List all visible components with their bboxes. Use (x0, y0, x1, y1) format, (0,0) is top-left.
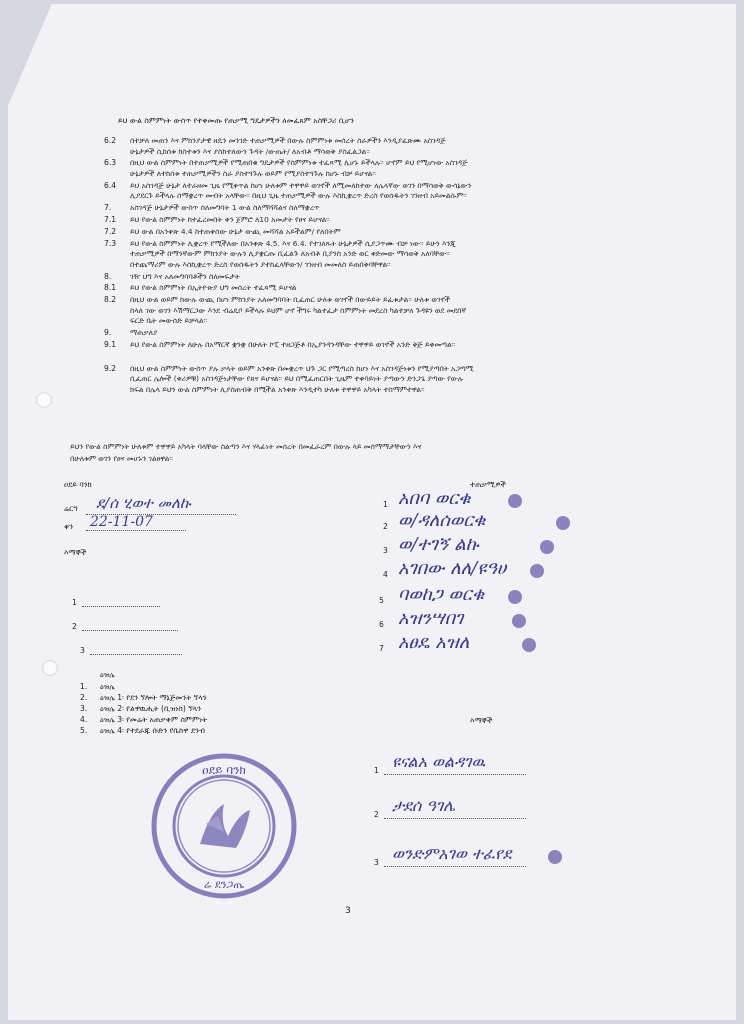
witness-signature: ታደሰ ዓገሌ (392, 796, 456, 815)
clause-text-line: ይህ ውል በአንቀጽ 4.4 ከተጠቀሰው ሁኔታ ውጪ መሻሻል አይችልም/ የለበትም (130, 226, 341, 236)
clause-number: 8.2 (104, 295, 117, 305)
date-line (86, 530, 186, 531)
clause-number: 8.1 (104, 283, 117, 293)
clause-text-line: ተጠቃሚዎች በማንኛውም ምክንያት ውሉን ሊያቋርጡ ቢፈልጉ ለአብቶ ቢያንስ አንድ ወር ቀድመው ማሳወቅ አለባቸው፡፡ (130, 249, 450, 259)
clause-number: 9. (104, 328, 112, 338)
clause-number: 7.1 (104, 215, 117, 224)
fingerprint-mark (522, 638, 536, 652)
witness-signature: ወንድምአገወ ተፈየደ (392, 844, 512, 863)
beneficiary-signature: አዝንሣበገ (398, 608, 464, 629)
attachments-heading: ዕዝሌ (100, 670, 115, 679)
clause-text-line: ማጠቃለያ (130, 328, 158, 338)
signature-number: 2 (383, 522, 388, 531)
signature-number: 1 (383, 500, 388, 509)
clause-text-line: ሊያደርጉ ይችላሉ ሰማቋረጥ መብት አላቸው፡፡ በዚህ ጊዜ ተጠቃሚዎች ውሉ እስኪቋረጥ ድረስ የወሰዱትን ገንዘብ አይመልሱም፡፡ (130, 191, 467, 201)
attachment-item: ዕዝሌ 1፡ የደን ኘሎት ማኔጅመንት ኘላን (100, 693, 207, 702)
clause-text-line: ይህ አስገዳጅ ሁኔታ ለተራዘመ ጊዜ የሚቀጥል ከሆነ ሁለቱም ተዋዋይ ወገኖች ለሚመለከተው ለሌላኛው ወገን በማሳወቅ ውሳኔውን (130, 180, 472, 190)
witness-number: 1 (374, 766, 379, 775)
signature-number: 7 (379, 644, 384, 653)
clause-text-line: በተጨማሪም ውሉ እስኪቋረጥ ድረስ የወሰዱትን ያተከፈላቸውን/ ገንዘብ መመለስ ይጠበቅባቸዋል፡፡ (130, 259, 391, 269)
clause-text-line: በዚህ ውል ስምምነት በተጠቃሚዎች የሚጠበቁ ግዴታዎች የስምምነቱ ተፈጻሚ ሊሆኑ ይችላሉ፡፡ ሆኖም ይህ የሚሆነው አስገዳጅ (130, 158, 468, 168)
clause-text-line: ሁኔታዎች ለተከሰቱ ተጠቃሚዎችን ስራ ያስተጓጉሉ ወይም የሚያስተጓጉሉ ከሆኑ ብቻ ይሆናል፡፡ (130, 169, 376, 178)
date-label: ቀን (64, 522, 74, 531)
clause-text-line: ገዥ ህግ እና አለመግባባቶችን ስለመፍታት (130, 271, 240, 281)
signature-number: 5 (379, 596, 384, 605)
page-number: 3 (345, 906, 351, 916)
bank-stamp (150, 752, 298, 900)
clause-text-line: ይህ የውል ስምምነት ሊቋረጥ የሚችለው በአንቀጽ 4.5. እና 6.4. የተገለጹት ሁኔታዎች ሲያጋጥሙ ብቻ ነው፡፡ ይሁን እንጂ (130, 238, 456, 248)
clause-text-line: ቢፈጠር ሌሎች (ቀሪዎቹ) አስገዳጅነታቸው የጸና ይሆናል፡፡ ይህ በሚፈጠርበት ጊዜም ተቀባይነት ያጣውን ድንጋጌ ያጣው የውሉ (130, 374, 464, 384)
beneficiary-signature: አፀዴ አዝለ (398, 632, 470, 653)
name-label: ሬርግ (64, 504, 78, 513)
witness-number: 2 (374, 810, 379, 819)
fingerprint-mark (556, 516, 570, 530)
document-page (8, 4, 736, 1020)
attachment-number: 5. (80, 726, 88, 735)
stamp-bottom-text: ሬ ደንጋጤ (203, 878, 245, 891)
fingerprint-mark (540, 540, 554, 554)
attachment-number: 2. (80, 693, 88, 702)
clause-text-line: አስገዳጅ ሁኔታዎች ውስጥ ስለመግባት 1 ውል ስለማሻሻልና ስለማቋረጥ (130, 203, 320, 213)
beneficiary-signature: ወ/ተገኝ ልኩ (398, 534, 479, 555)
clause-number: 7.3 (104, 238, 117, 248)
attachment-item: ዕዝሌ 2፡ የልዋዉሒት (ቢዝነስ) ኘላን (100, 704, 202, 713)
clause-number: 9.2 (104, 363, 117, 373)
beneficiary-signature: ወ/ዳለሰወርቁ (398, 510, 486, 531)
attachment-item: ዕዝሌ 3፡ የመሬት አጠቃቀም ስምምነት (100, 715, 208, 724)
clause-text-line: ክፍል በሌላ ይህን ውል ስምምነት ሊያስጠብቅ በሚችል አንቀጽ እንዲተካ ሁለቱ ተዋዋይ አካላት ተስማምተዋል፡፡ (130, 385, 425, 394)
clause-number: 8. (104, 271, 112, 281)
agreement-line: ይህን የውል ስምምነት ሁለቱም ተዋዋይ አካላት ባላቸው ስልጣን እና ሃላፊነት መሰረት በመፈራረም በውሉ ላይ መስማማታቸውን እና (70, 442, 422, 451)
stamp-top-text: ዐደይ ባንክ (202, 763, 246, 777)
attachment-number: 4. (80, 715, 88, 724)
witness-line (90, 654, 182, 655)
attachment-number: 1. (80, 682, 88, 691)
officer-signature: ደ/ሰ ሂወተ መለኩ (96, 494, 191, 512)
date-value: 22-11-07 (90, 514, 153, 530)
clause-text-line: ሁኔታዎች ሲከሰቱ ክስተቱን እና ያስከተለውን ጉዳት /ውጤት/ ለአብቶ ማሳወቅ ያስፈልጋል፡፡ (130, 146, 370, 156)
signature-number: 4 (383, 570, 388, 579)
beneficiary-signature: ባወከጋ ወርቁ (398, 584, 485, 605)
clause-number: 9.1 (104, 340, 117, 349)
clause-text-line: በዚህ ውል ወይም ከውሉ ውጪ በሆነ ምክንያት አለመግባባት ቢፈጠር ሁለቱ ወገኖች በውይይት ይፈቱታል፡፡ ሁለቱ ወገኖች (130, 295, 451, 305)
witness-line (384, 774, 526, 775)
clause-number: 7.2 (104, 226, 117, 236)
fingerprint-mark (508, 590, 522, 604)
header-line: ይህ ውል ስምምነት ውስጥ የተቀመጡ የጠቃሚ ግዴታዎችን ለመፈጸም አስቸጋሪ ቢሆን (118, 116, 355, 125)
clause-text-line: ይህ የውል ስምምነት ከተፈረመበት ቀን ጀምሮ ለ10 አመታት የፀና ይሆናል፡፡ (130, 215, 330, 224)
witness-line (82, 630, 178, 631)
signature-number: 6 (379, 620, 384, 629)
fingerprint-mark (508, 494, 522, 508)
punch-hole (42, 660, 58, 676)
witness-num: 3 (80, 646, 85, 655)
witness-signature: ዩናልአ ወልዳገዉ (392, 752, 486, 771)
witnesses-label: እማኞች (64, 548, 87, 557)
punch-hole (36, 392, 52, 408)
attachment-number: 3. (80, 704, 88, 713)
stamp-emblem-icon (200, 804, 250, 848)
witness-num: 2 (72, 622, 77, 631)
clause-number: 6.4 (104, 180, 117, 190)
beneficiary-signature: አገበው ለለ/ዩዓሀ (398, 558, 507, 579)
witness-line (384, 818, 526, 819)
witness-line (384, 866, 526, 867)
fingerprint-mark (530, 564, 544, 578)
agreement-line: በሁለቱም ወገን የፀና መሆኑን ገልፀዋል፡፡ (70, 454, 173, 463)
clause-number: 7. (104, 203, 112, 213)
signature-number: 3 (383, 546, 388, 555)
clause-text-line: ፍርድ ቤት መውሰድ ይቻላል፡፡ (130, 316, 208, 326)
beneficiaries-label: ተጠቃሚዎች (470, 480, 506, 489)
witness-line (82, 606, 160, 607)
clause-text-line: ይህ የውል ስምምነት ለሁሉ በአማርኛ ቋንቋ በሁለት ኮፒ ተዘጋጅቶ በኢያንዳንዳቸው ተዋዋይ ወገኖች አንድ ቅጅ ይቀመጣል፡፡ (130, 340, 456, 349)
clause-text-line: በተቻለ መጠን እና ምክንያታዊ ዘዴን መንገድ ተጠቃሚዎች በውሉ ስምምነቱ መሰረት ስራዎችን እንዲያፈጽሙ አስገዳጅ (130, 136, 446, 145)
fingerprint-mark (512, 614, 526, 628)
fingerprint-mark (548, 850, 562, 864)
bottom-witnesses-label: እማኞች (470, 716, 493, 725)
clause-number: 6.2 (104, 136, 117, 145)
witness-num: 1 (72, 598, 77, 607)
clause-number: 6.3 (104, 158, 117, 168)
witness-number: 3 (374, 858, 379, 867)
clause-text-line: በዚህ ውል ስምምነት ውስጥ ያሉ ቃላት ወይም አንቀጽ በመቋረጥ ህጉ ጋር የሚጣረስ ከሆነ እና አስገዳጅነቱን የሚያጣበት አጋጣሚ (130, 363, 474, 373)
beneficiary-signature: አበባ ወርቁ (398, 488, 471, 509)
clause-text-line: ስላለ ገው ወገን እሽማርጋው እንደ ብሬዴቦ ይችላሉ ይህም ሆኖ ችግሩ ካልተፈታ ስምምነት መደረስ ካልተቻለ ጉዳዩን ወደ መደበኛ (130, 305, 467, 315)
attachment-item: ዕዝሌ 4፡ የተደራጁ ቡድን የቤከዋ ደንብ (100, 726, 206, 735)
org-label: ዐደይ ባንክ (64, 480, 92, 489)
attachment-item: ዕዝሌ (100, 682, 115, 691)
clause-text-line: ይህ የውል ስምምነት በኢትዮጵያ ህግ መሰረት ተፈጻሚ ይሆናል (130, 283, 297, 293)
